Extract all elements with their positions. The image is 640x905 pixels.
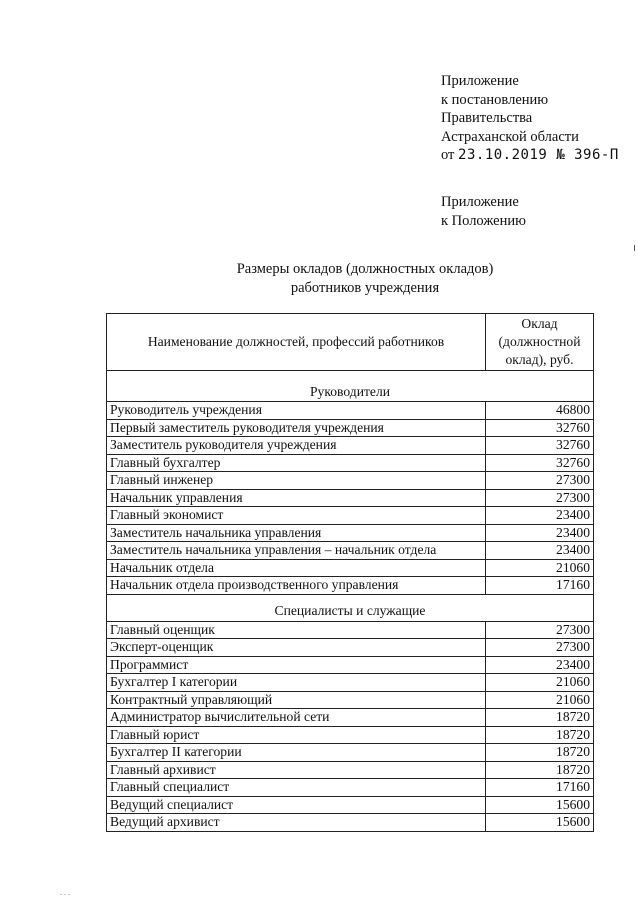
salary-amount: 32760 bbox=[486, 419, 594, 437]
salary-amount: 23400 bbox=[486, 524, 594, 542]
salary-amount: 18720 bbox=[486, 726, 594, 744]
title-line: Размеры окладов (должностных окладов) bbox=[236, 261, 494, 277]
appendix-line: Приложение bbox=[441, 73, 519, 89]
decree-date-prefix: от bbox=[441, 147, 455, 163]
table-row bbox=[107, 796, 594, 814]
position-name: Эксперт-оценщик bbox=[107, 639, 486, 657]
salary-amount: 27300 bbox=[486, 639, 594, 657]
table-row bbox=[107, 761, 594, 779]
position-name: Начальник отдела производственного управления bbox=[107, 577, 486, 595]
appendix-block bbox=[441, 72, 619, 165]
position-name: Заместитель руководителя учреждения bbox=[107, 437, 486, 455]
salary-table bbox=[106, 313, 594, 832]
salary-amount: 18720 bbox=[486, 761, 594, 779]
position-name: Главный оценщик bbox=[107, 621, 486, 639]
table-row bbox=[107, 577, 594, 595]
section-title: Руководители bbox=[107, 371, 594, 402]
salary-amount: 21060 bbox=[486, 674, 594, 692]
header-salary-amount: Оклад (должностной оклад), руб. bbox=[486, 314, 594, 371]
table-row bbox=[107, 709, 594, 727]
position-name: Главный бухгалтер bbox=[107, 454, 486, 472]
position-name: Ведущий специалист bbox=[107, 796, 486, 814]
salary-amount: 17160 bbox=[486, 577, 594, 595]
appendix-line: к Положению bbox=[441, 212, 526, 229]
position-name: Первый заместитель руководителя учреждения bbox=[107, 419, 486, 437]
document-title bbox=[200, 260, 530, 298]
position-name: Начальник отдела bbox=[107, 559, 486, 577]
position-name: Бухгалтер I категории bbox=[107, 674, 486, 692]
position-name: Заместитель начальника управления – начальник отдела bbox=[107, 542, 486, 560]
decree-date-line bbox=[441, 146, 619, 165]
table-row bbox=[107, 726, 594, 744]
table-row bbox=[107, 437, 594, 455]
section-header-row bbox=[107, 371, 594, 402]
section-title: Специалисты и служащие bbox=[107, 594, 594, 621]
salary-amount: 15600 bbox=[486, 796, 594, 814]
table-row bbox=[107, 656, 594, 674]
table-row bbox=[107, 639, 594, 657]
salary-amount: 21060 bbox=[486, 691, 594, 709]
table-row bbox=[107, 779, 594, 797]
salary-amount: 23400 bbox=[486, 507, 594, 525]
salary-amount: 27300 bbox=[486, 489, 594, 507]
position-name: Ведущий архивист bbox=[107, 814, 486, 832]
position-name: Главный архивист bbox=[107, 761, 486, 779]
scan-dots: . . . bbox=[60, 888, 70, 897]
table-row bbox=[107, 419, 594, 437]
position-name: Программист bbox=[107, 656, 486, 674]
position-name: Руководитель учреждения bbox=[107, 402, 486, 420]
appendix-line: к постановлению bbox=[441, 91, 549, 108]
table-row bbox=[107, 744, 594, 762]
table-row bbox=[107, 559, 594, 577]
salary-amount: 15600 bbox=[486, 814, 594, 832]
position-name: Начальник управления bbox=[107, 489, 486, 507]
salary-amount: 21060 bbox=[486, 559, 594, 577]
table-row bbox=[107, 814, 594, 832]
position-name: Главный экономист bbox=[107, 507, 486, 525]
salary-amount: 18720 bbox=[486, 709, 594, 727]
appendix-to-regulation-block bbox=[441, 193, 526, 230]
position-name: Контрактный управляющий bbox=[107, 691, 486, 709]
appendix-line: Правительства bbox=[441, 110, 533, 126]
title-line: работников учреждения bbox=[290, 280, 440, 296]
table-row bbox=[107, 691, 594, 709]
appendix-line: Приложение bbox=[441, 194, 519, 210]
table-row bbox=[107, 454, 594, 472]
table-row bbox=[107, 507, 594, 525]
position-name: Главный юрист bbox=[107, 726, 486, 744]
table-header-row bbox=[107, 314, 594, 371]
table-row bbox=[107, 674, 594, 692]
salary-amount: 18720 bbox=[486, 744, 594, 762]
table-row bbox=[107, 489, 594, 507]
salary-amount: 17160 bbox=[486, 779, 594, 797]
position-name: Главный специалист bbox=[107, 779, 486, 797]
header-position-name: Наименование должностей, профессий работников bbox=[107, 314, 486, 371]
salary-amount: 23400 bbox=[486, 656, 594, 674]
salary-amount: 23400 bbox=[486, 542, 594, 560]
position-name: Главный инженер bbox=[107, 472, 486, 490]
salary-amount: 32760 bbox=[486, 454, 594, 472]
table-row bbox=[107, 402, 594, 420]
salary-amount: 27300 bbox=[486, 621, 594, 639]
table-row bbox=[107, 542, 594, 560]
decree-date-value: 23.10.2019 № 396-П bbox=[458, 147, 619, 163]
position-name: Бухгалтер II категории bbox=[107, 744, 486, 762]
table-row bbox=[107, 621, 594, 639]
table-row bbox=[107, 524, 594, 542]
appendix-line: Астраханской области bbox=[441, 128, 579, 145]
section-header-row bbox=[107, 594, 594, 621]
salary-amount: 27300 bbox=[486, 472, 594, 490]
scan-mark bbox=[634, 245, 635, 251]
salary-amount: 32760 bbox=[486, 437, 594, 455]
position-name: Заместитель начальника управления bbox=[107, 524, 486, 542]
table-row bbox=[107, 472, 594, 490]
salary-amount: 46800 bbox=[486, 402, 594, 420]
table-body bbox=[107, 371, 594, 832]
position-name: Администратор вычислительной сети bbox=[107, 709, 486, 727]
